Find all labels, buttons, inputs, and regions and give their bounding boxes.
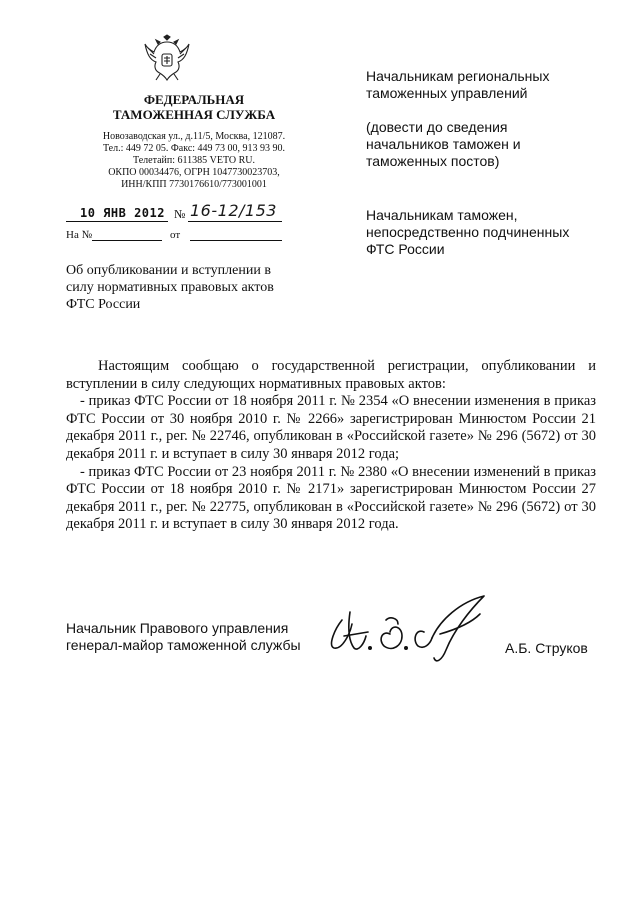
contact-line: Новозаводская ул., д.11/5, Москва, 121087.: [102, 131, 286, 142]
subject-line: Об опубликовании и вступлении в: [66, 263, 271, 278]
addressee-regional: [366, 68, 606, 102]
date-underline: [66, 221, 168, 222]
contact-details: [60, 131, 328, 191]
addressee-line: начальников таможен и: [366, 136, 521, 152]
addressee-line: таможенных постов): [366, 153, 500, 169]
addressee-line: Начальникам региональных: [366, 68, 550, 84]
addressee-customs: [366, 207, 606, 258]
ot-label: от: [170, 229, 181, 241]
signatory-title: [66, 620, 326, 654]
na-label: На №: [66, 229, 93, 241]
contact-line: Тел.: 449 72 05. Факс: 449 73 00, 913 93 90.: [102, 143, 286, 154]
reference-row: [66, 229, 282, 245]
contact-line: ИНН/КПП 7730176610/773001001: [121, 179, 267, 190]
body-item: - приказ ФТС России от 18 ноября 2011 г. № 2354 «О внесении изменения в приказ ФТС России от 30 ноября 2010 г. № 2266» зарегистрирован Минюстом России 21 декабря 2011 г., рег. № 22746, опубликован в «Российской газете» № 296 (5672) от 30 декабря 2011 г. и вступает в силу 30 января 2012 года;: [66, 393, 596, 462]
addressee-note: [366, 119, 606, 170]
signatory-name: А.Б. Струков: [505, 640, 588, 656]
org-line2: ТАМОЖЕННАЯ СЛУЖБА: [112, 107, 276, 122]
signatory-title-line: Начальник Правового управления: [66, 620, 289, 636]
subject-line: силу нормативных правовых актов: [66, 280, 274, 295]
double-headed-eagle-emblem-icon: [144, 34, 190, 84]
body-item: - приказ ФТС России от 23 ноября 2011 г. № 2380 «О внесении изменений в приказ ФТС России от 18 ноября 2010 г. № 2171» зарегистрирован Минюстом России 27 декабря 2011 г., рег. № 22775, опубликован в «Российской газете» № 296 (5672) от 30 декабря 2011 г. и вступает в силу 30 января 2012 года.: [66, 463, 596, 533]
addressee-line: ФТС России: [366, 241, 445, 257]
ot-underline: [190, 240, 282, 241]
org-line1: ФЕДЕРАЛЬНАЯ: [143, 92, 245, 107]
signatory-title-line: генерал-майор таможенной службы: [66, 637, 301, 653]
contact-line: ОКПО 00034476, ОГРН 1047730023703,: [108, 167, 280, 178]
handwritten-signature-icon: [320, 590, 500, 670]
date-stamp: 10 ЯНВ 2012: [80, 206, 165, 220]
subject-line: ФТС России: [66, 297, 141, 312]
number-underline: [188, 221, 282, 222]
letter-body: [66, 358, 596, 534]
contact-line: Телетайп: 611385 VETO RU.: [132, 155, 255, 166]
na-underline: [92, 240, 162, 241]
addressee-line: (довести до сведения: [366, 119, 508, 135]
addressee-line: Начальникам таможен,: [366, 207, 518, 223]
registration-number: 16-12/153: [190, 201, 277, 220]
addressee-line: таможенных управлений: [366, 85, 528, 101]
body-intro: Настоящим сообщаю о государственной регистрации, опубликовании и вступлении в силу следующих нормативных правовых актов:: [66, 358, 596, 392]
organization-name: [60, 92, 328, 122]
number-label: №: [174, 207, 186, 221]
letter-subject: [66, 262, 296, 313]
date-number-row: [66, 201, 282, 224]
addressee-line: непосредственно подчиненных: [366, 224, 570, 240]
